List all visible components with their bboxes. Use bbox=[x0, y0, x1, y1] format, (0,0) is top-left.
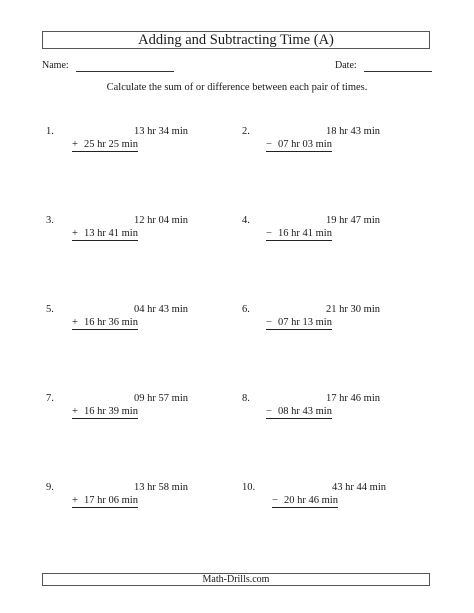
time-top: 17 hr 46 min bbox=[326, 393, 380, 404]
time-bottom-row bbox=[266, 317, 332, 330]
problem-number: 8. bbox=[242, 393, 250, 404]
operator-sign: − bbox=[266, 406, 272, 417]
time-bottom: 16 hr 36 min bbox=[84, 317, 138, 328]
problem-number: 4. bbox=[242, 215, 250, 226]
time-bottom-row bbox=[72, 317, 138, 330]
time-bottom: 17 hr 06 min bbox=[84, 495, 138, 506]
time-bottom-row bbox=[266, 139, 332, 152]
time-top: 18 hr 43 min bbox=[326, 126, 380, 137]
name-label: Name: bbox=[42, 60, 69, 71]
problem-number: 6. bbox=[242, 304, 250, 315]
worksheet-title: Adding and Subtracting Time (A) bbox=[42, 31, 430, 49]
time-bottom: 13 hr 41 min bbox=[84, 228, 138, 239]
footer-site-name: Math-Drills.com bbox=[42, 573, 430, 586]
date-label: Date: bbox=[335, 60, 357, 71]
problem-2 bbox=[242, 126, 422, 166]
problem-number: 7. bbox=[46, 393, 54, 404]
name-date-row bbox=[42, 60, 432, 76]
problem-5 bbox=[46, 304, 226, 344]
name-blank-line[interactable] bbox=[76, 71, 174, 72]
time-bottom: 20 hr 46 min bbox=[284, 495, 338, 506]
problem-number: 1. bbox=[46, 126, 54, 137]
time-top: 13 hr 58 min bbox=[134, 482, 188, 493]
operator-sign: + bbox=[72, 317, 78, 328]
time-bottom-row bbox=[72, 139, 138, 152]
problem-number: 10. bbox=[242, 482, 256, 493]
date-blank-line[interactable] bbox=[364, 71, 432, 72]
operator-sign: − bbox=[266, 228, 272, 239]
problem-8 bbox=[242, 393, 422, 433]
time-top: 12 hr 04 min bbox=[134, 215, 188, 226]
operator-sign: + bbox=[72, 406, 78, 417]
time-bottom: 08 hr 43 min bbox=[278, 406, 332, 417]
problem-number: 2. bbox=[242, 126, 250, 137]
time-bottom: 16 hr 41 min bbox=[278, 228, 332, 239]
operator-sign: − bbox=[266, 317, 272, 328]
operator-sign: + bbox=[72, 495, 78, 506]
problem-number: 5. bbox=[46, 304, 54, 315]
operator-sign: + bbox=[72, 228, 78, 239]
problem-9 bbox=[46, 482, 226, 522]
time-bottom-row bbox=[266, 228, 332, 241]
problem-1 bbox=[46, 126, 226, 166]
time-top: 19 hr 47 min bbox=[326, 215, 380, 226]
problem-number: 9. bbox=[46, 482, 54, 493]
instructions: Calculate the sum of or difference between each pair of times. bbox=[106, 82, 368, 93]
problem-number: 3. bbox=[46, 215, 54, 226]
time-bottom-row bbox=[272, 495, 338, 508]
time-bottom: 07 hr 13 min bbox=[278, 317, 332, 328]
problem-7 bbox=[46, 393, 226, 433]
problem-10 bbox=[242, 482, 422, 522]
time-top: 43 hr 44 min bbox=[332, 482, 386, 493]
time-bottom-row bbox=[266, 406, 332, 419]
problem-6 bbox=[242, 304, 422, 344]
time-bottom: 16 hr 39 min bbox=[84, 406, 138, 417]
time-top: 21 hr 30 min bbox=[326, 304, 380, 315]
time-bottom: 25 hr 25 min bbox=[84, 139, 138, 150]
time-bottom-row bbox=[72, 406, 138, 419]
operator-sign: + bbox=[72, 139, 78, 150]
problem-4 bbox=[242, 215, 422, 255]
time-top: 04 hr 43 min bbox=[134, 304, 188, 315]
time-top: 13 hr 34 min bbox=[134, 126, 188, 137]
operator-sign: − bbox=[272, 495, 278, 506]
time-bottom-row bbox=[72, 228, 138, 241]
time-bottom: 07 hr 03 min bbox=[278, 139, 332, 150]
time-top: 09 hr 57 min bbox=[134, 393, 188, 404]
operator-sign: − bbox=[266, 139, 272, 150]
time-bottom-row bbox=[72, 495, 138, 508]
problem-3 bbox=[46, 215, 226, 255]
